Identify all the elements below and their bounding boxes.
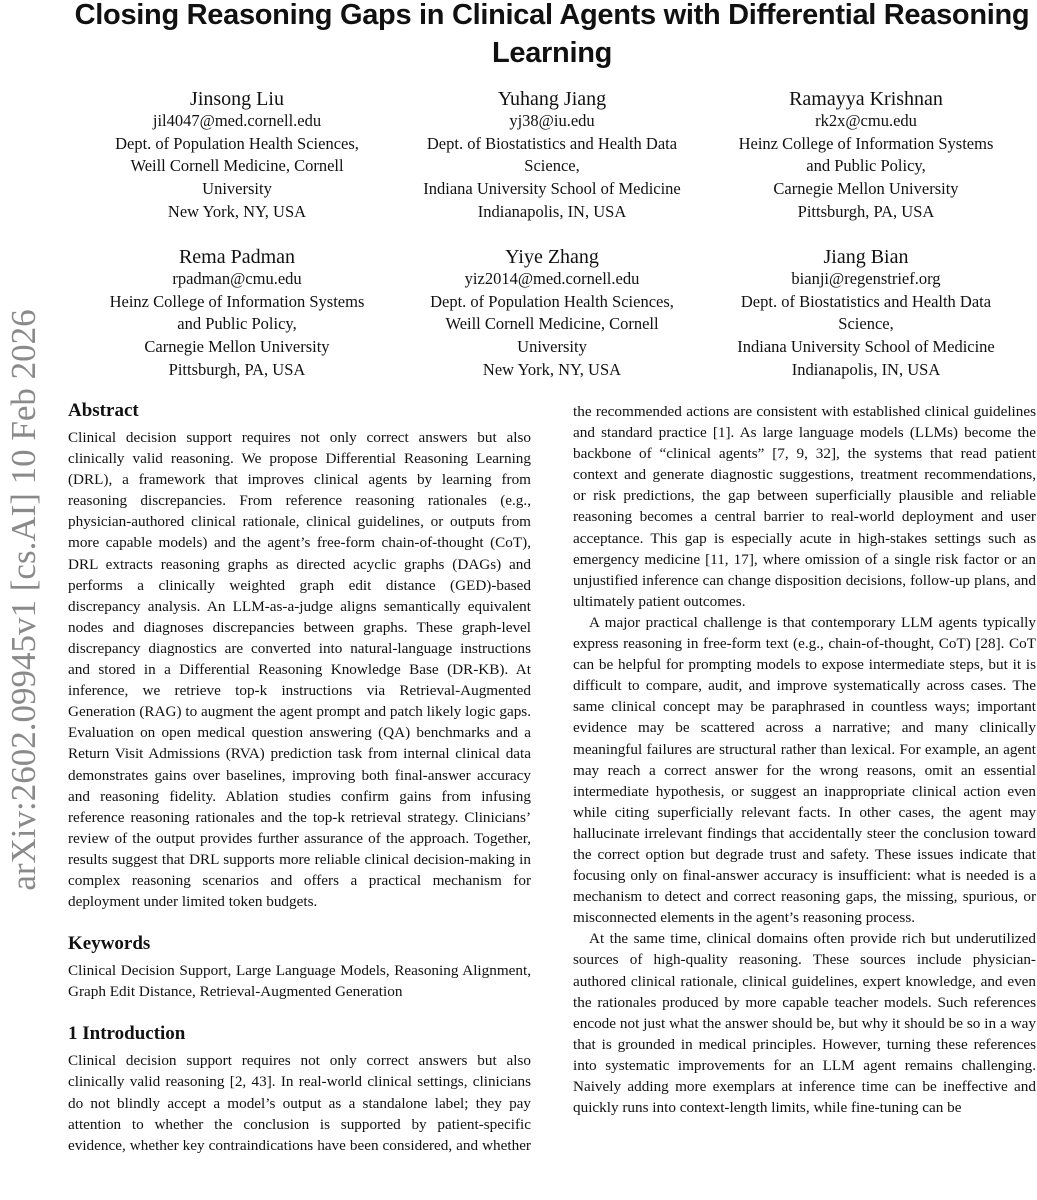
intro-paragraph: A major practical challenge is that contemporary LLM agents typically express reasoning in free-form text (e.g., chain-of-thought, CoT) [28]. CoT can be helpful for prompting models to expose intermediate steps, but it is difficult to compare, audit, and improve systematically across cases. The same clinical concept may be paraphrased in countless ways; important evidence may be scattered across a narrative; and many clinically meaningful failures are structural rather than lexical. For example, an agent may reach a correct answer for the wrong reasons, omit an essential intermediate hypothesis, or suggest an inappropriate clinical action even while citing superficially relevant facts. In other cases, the agent may hallucinate irrelevant findings that accidentally steer the conclusion toward the correct option but degrade trust and safety. These issues indicate that focusing only on final-answer accuracy is insufficient: what is needed is a mechanism to detect and correct reasoning gaps, the missing, spurious, or misconnected elements in the agent’s reasoning process. (573, 613, 1036, 927)
introduction-heading: 1 Introduction (68, 1023, 186, 1045)
abstract-heading: Abstract (68, 400, 139, 421)
intro-paragraph-continued: the recommended actions are consistent with established clinical guidelines and standard practice [1]. As large language models (LLMs) become the backbone of “clinical agents” [7, 9, 32], the systems that read patient context and generate diagnostic suggestions, treatment recommendations, or risk predictions, the gap between superficially plausible and reliable reasoning becomes a central barrier to real-world deployment and user acceptance. This gap is especially acute in high-stakes settings such as emergency medicine [11, 17], where omission of a single risk factor or an unjustified inference can change disposition decisions, follow-up plans, and ultimately patient outcomes. (573, 403, 1036, 610)
author (706, 244, 1026, 382)
author-affiliation-line: Dept. of Biostatistics and Health Data (426, 133, 678, 153)
author-affiliation-line: Science, (838, 314, 894, 334)
left-column (68, 398, 531, 1156)
author (706, 86, 1026, 224)
author (77, 86, 397, 224)
author-name: Yiye Zhang (505, 246, 599, 268)
author-email[interactable]: rpadman@cmu.edu (172, 269, 302, 288)
author-name: Yuhang Jiang (497, 88, 607, 110)
author-affiliation-line: and Public Policy, (806, 156, 926, 176)
arxiv-stamp: arXiv:2602.09945v1 [cs.AI] 10 Feb 2026 (4, 309, 43, 891)
author-affiliation-line: Carnegie Mellon University (773, 179, 959, 199)
author-affiliation-line: Carnegie Mellon University (144, 337, 330, 357)
keywords-heading: Keywords (68, 933, 151, 955)
author-name: Jiang Bian (823, 246, 909, 268)
right-column (573, 401, 1036, 1118)
author-affiliation-line: and Public Policy, (177, 314, 297, 334)
author-affiliation-line: Science, (524, 156, 580, 176)
author-email[interactable]: jil4047@med.cornell.edu (152, 111, 322, 130)
author-affiliation-line: Dept. of Biostatistics and Health Data (740, 291, 992, 311)
author-affiliation-line: Indianapolis, IN, USA (791, 359, 941, 379)
author-affiliation-line: Weill Cornell Medicine, Cornell (445, 314, 659, 334)
intro-paragraph: Clinical decision support requires not only correct answers but also clinically valid reasoning [2, 43]. In real-world clinical settings, clinicians do not blindly accept a model’s output as a standalone label; they pay attention to whether the conclusion is supported by patient-specific evidence, whether key contraindications have been considered, and whether (68, 1052, 531, 1154)
author (392, 86, 712, 224)
author-email[interactable]: bianji@regenstrief.org (791, 269, 941, 288)
author-affiliation-line: Indiana University School of Medicine (737, 337, 995, 357)
author-name: Rema Padman (178, 246, 296, 268)
author-affiliation-line: University (202, 179, 272, 199)
author-name: Jinsong Liu (190, 88, 284, 110)
author-name: Ramayya Krishnan (789, 88, 943, 110)
author-affiliation-line: Dept. of Population Health Sciences, (115, 133, 359, 153)
author-affiliation-line: Heinz College of Information Systems (109, 291, 365, 311)
author-affiliation-line: Indiana University School of Medicine (423, 179, 681, 199)
author-affiliation-line: University (517, 337, 587, 357)
author-affiliation-line: Dept. of Population Health Sciences, (430, 291, 674, 311)
author-email[interactable]: yj38@iu.edu (509, 111, 595, 130)
paper-title: Closing Reasoning Gaps in Clinical Agents with Differential Reasoning Learning (74, 0, 1030, 69)
author-email[interactable]: yiz2014@med.cornell.edu (464, 269, 640, 288)
author-affiliation-line: Heinz College of Information Systems (738, 133, 994, 153)
author-affiliation-line: Weill Cornell Medicine, Cornell (130, 156, 344, 176)
intro-paragraph: At the same time, clinical domains often provide rich but underutilized sources of high-quality reasoning. These sources include physician-authored clinical rationale, clinical guidelines, expert knowledge, and even the rationales produced by more capable teacher models. Such references encode not just what the answer should be, but why it should be so in a way that is grounded in medical principles. However, turning these references into systematic improvements for an LLM agent remains challenging. Naively adding more exemplars at inference time can be ineffective and quickly runs into context-length limits, while fine-tuning can be (573, 930, 1036, 1117)
author-affiliation-line: Pittsburgh, PA, USA (168, 359, 306, 379)
author-affiliation-line: Pittsburgh, PA, USA (797, 201, 935, 221)
author (77, 244, 397, 382)
author (392, 244, 712, 382)
keywords-text: Clinical Decision Support, Large Language Models, Reasoning Alignment, Graph Edit Distance, Retrieval-Augmented Generation (68, 962, 531, 1001)
author-affiliation-line: New York, NY, USA (482, 359, 622, 379)
author-affiliation-line: Indianapolis, IN, USA (477, 201, 627, 221)
author-affiliation-line: New York, NY, USA (167, 201, 307, 221)
author-email[interactable]: rk2x@cmu.edu (815, 111, 917, 130)
abstract-text: Clinical decision support requires not only correct answers but also clinically valid reasoning. We propose Differential Reasoning Learning (DRL), a framework that improves clinical agents by learning from reasoning discrepancies. From reference reasoning rationales (e.g., physician-authored clinical rationale, clinical guidelines, or outputs from more capable models) and the agent’s free-form chain-of-thought (CoT), DRL extracts reasoning graphs as directed acyclic graphs (DAGs) and performs a clinically weighted graph edit distance (GED)-based discrepancy analysis. An LLM-as-a-judge aligns semantically equivalent nodes and diagnoses discrepancies between graphs. These graph-level discrepancy diagnostics are converted into natural-language instructions and stored in a Differential Reasoning Knowledge Base (DR-KB). At inference, we retrieve top-k instructions via Retrieval-Augmented Generation (RAG) to augment the agent prompt and patch likely logic gaps. Evaluation on open medical question answering (QA) benchmarks and a Return Visit Admissions (RVA) prediction task from internal clinical data demonstrates gains over baselines, improving both final-answer accuracy and reasoning fidelity. Ablation studies confirm gains from infusing reference reasoning rationales and the top-k retrieval strategy. Clinicians’ review of the output provides further assurance of the approach. Together, results suggest that DRL supports more reliable clinical decision-making in complex reasoning scenarios and offers a practical mechanism for deployment under limited token budgets. (68, 429, 531, 911)
